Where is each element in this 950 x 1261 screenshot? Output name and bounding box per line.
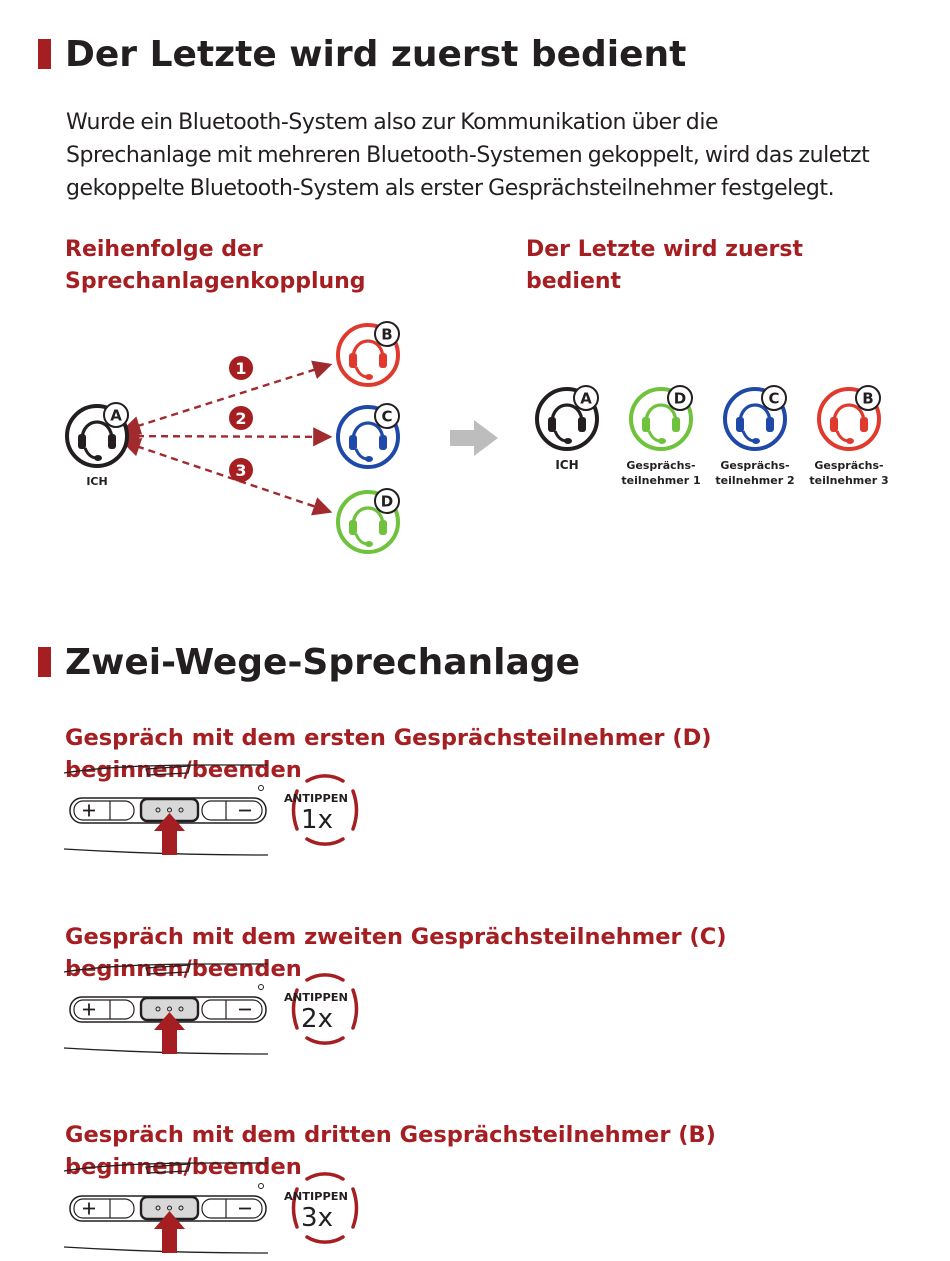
- intro-paragraph: [66, 106, 926, 205]
- action-heading: Gespräch mit dem ersten Gesprächsteilnehmer (D) beginnen/beenden: [65, 725, 712, 783]
- headset-icon: [631, 386, 692, 449]
- headset-letter: D: [673, 389, 687, 408]
- tap-label: ANTIPPEN: [284, 792, 348, 805]
- speaker-label: Gesprächs-: [720, 459, 790, 472]
- headset-letter: C: [768, 389, 780, 408]
- tap-count-badge: [284, 1174, 357, 1242]
- headset-letter: B: [381, 325, 393, 344]
- intro-line: Sprechanlage mit mehreren Bluetooth-Systemen gekoppelt, wird das zuletzt: [66, 143, 870, 168]
- headset-letter: A: [580, 389, 592, 408]
- tap-count: 3x: [301, 1203, 333, 1233]
- speaker-label: Gesprächs-: [626, 459, 696, 472]
- headset-icon: [338, 404, 399, 467]
- tap-count: 2x: [301, 1004, 333, 1034]
- speaker-label: teilnehmer 1: [621, 474, 701, 487]
- step-number: 3: [235, 461, 247, 480]
- intro-line: gekoppelte Bluetooth-System als erster Gesprächsteilnehmer festgelegt.: [66, 176, 835, 201]
- headset-icon: [725, 386, 786, 449]
- tap-count: 1x: [301, 805, 333, 835]
- tap-instruction: [64, 765, 394, 859]
- me-label: ICH: [86, 475, 108, 488]
- tap-instruction: [64, 1163, 394, 1257]
- speaker-label: teilnehmer 2: [715, 474, 795, 487]
- last-first-heading: Der Letzte wird zuerst bedient: [526, 237, 804, 294]
- tap-count-badge: [284, 975, 357, 1043]
- step-number: 1: [235, 359, 247, 378]
- speaker-label: Gesprächs-: [814, 459, 884, 472]
- headset-icon: [819, 386, 880, 449]
- headset-icon: [338, 322, 399, 385]
- headset-icon: [338, 489, 399, 552]
- step-number: 2: [235, 409, 247, 428]
- tap-label: ANTIPPEN: [284, 991, 348, 1004]
- title-bar-marker: [38, 39, 51, 69]
- tap-instruction: [64, 964, 394, 1058]
- pairing-order-heading: Reihenfolge der Sprechanlagenkopplung: [65, 237, 366, 294]
- action-heading: Gespräch mit dem zweiten Gesprächsteilnehmer (C) beginnen/beenden: [65, 924, 727, 982]
- action-heading: Gespräch mit dem dritten Gesprächsteilnehmer (B) beginnen/beenden: [65, 1122, 716, 1180]
- headset-letter: B: [862, 389, 874, 408]
- title-bar-marker: [38, 647, 51, 677]
- speaker-label: ICH: [555, 458, 579, 472]
- headset-letter: A: [110, 406, 122, 425]
- speaker-order-diagram: [520, 380, 910, 500]
- arrow-right-icon: [450, 420, 500, 456]
- headset-letter: C: [381, 407, 393, 426]
- pairing-arrow: [137, 436, 330, 437]
- tap-label: ANTIPPEN: [284, 1190, 348, 1203]
- pairing-order-diagram: [0, 310, 440, 560]
- speaker-label: teilnehmer 3: [809, 474, 889, 487]
- intro-line: Wurde ein Bluetooth-System also zur Kommunikation über die: [66, 110, 719, 135]
- tap-count-badge: [284, 776, 357, 844]
- headset-icon: [537, 386, 598, 449]
- headset-letter: D: [380, 492, 394, 511]
- headset-icon: [67, 403, 128, 466]
